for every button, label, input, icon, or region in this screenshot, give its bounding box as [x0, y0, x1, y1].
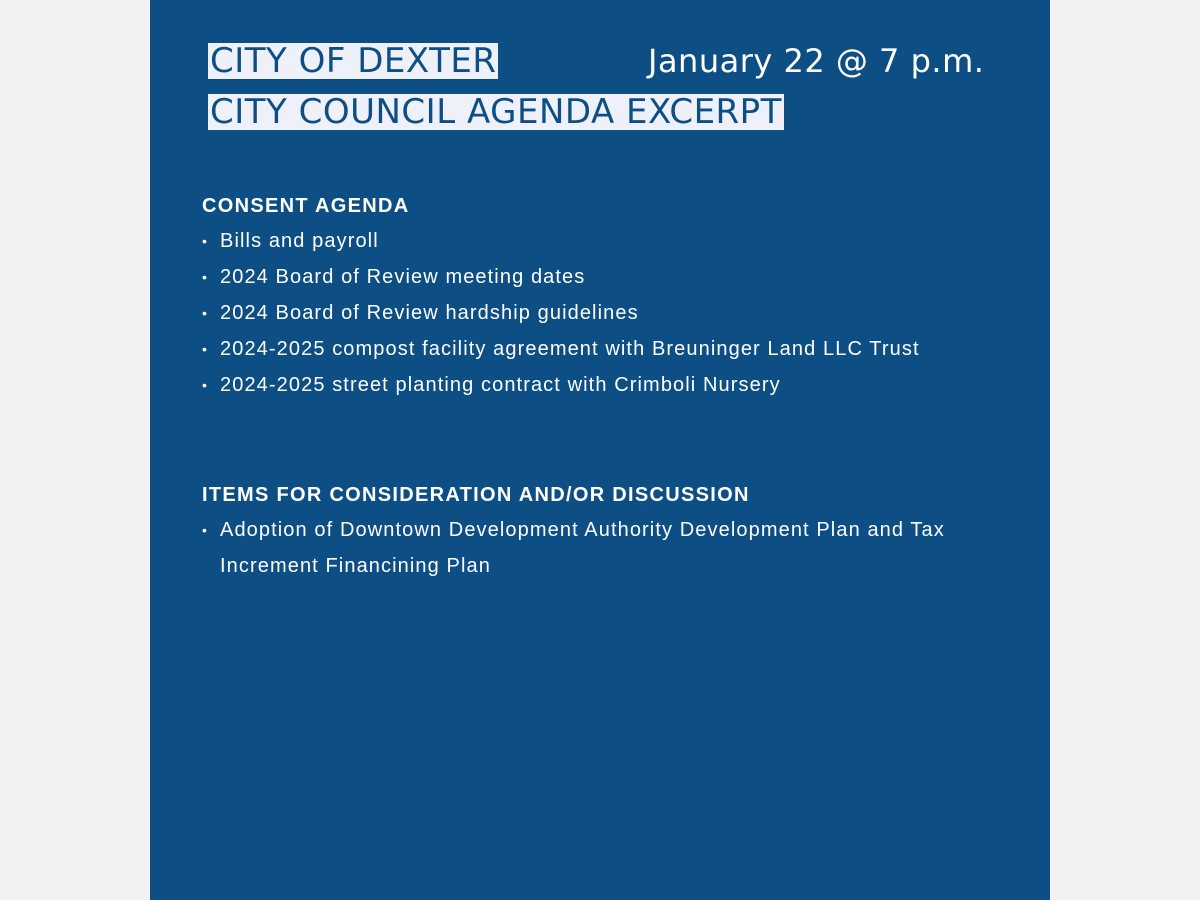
bullet-icon: • [202, 341, 209, 357]
list-item [202, 331, 982, 367]
list-item [202, 295, 982, 331]
consent-agenda-heading: CONSENT AGENDA [202, 195, 410, 217]
consent-agenda-section [202, 193, 982, 403]
bullet-icon: • [202, 377, 209, 393]
list-item [202, 259, 982, 295]
consideration-list [202, 512, 982, 584]
list-item-text: 2024 Board of Review hardship guidelines [220, 302, 639, 324]
consent-agenda-list [202, 223, 982, 403]
list-item [202, 223, 982, 259]
agenda-panel [150, 0, 1050, 900]
title-city-of-dexter: CITY OF DEXTER [210, 41, 497, 81]
bullet-icon: • [202, 522, 209, 538]
list-item [202, 512, 982, 584]
bullet-icon: • [202, 233, 209, 249]
bullet-icon: • [202, 305, 209, 321]
bullet-icon: • [202, 269, 209, 285]
consideration-section [202, 482, 982, 584]
list-item [202, 367, 982, 403]
consideration-heading: ITEMS FOR CONSIDERATION AND/OR DISCUSSION [202, 484, 750, 506]
list-item-text: 2024-2025 compost facility agreement with Breuninger Land LLC Trust [220, 338, 920, 360]
list-item-text: 2024-2025 street planting contract with Crimboli Nursery [220, 374, 781, 396]
meeting-date-time: January 22 @ 7 p.m. [648, 42, 985, 80]
list-item-text: Adoption of Downtown Development Authority Development Plan and Tax Increment Financining Plan [220, 519, 945, 577]
list-item-text: Bills and payroll [220, 230, 379, 252]
title-agenda-excerpt: CITY COUNCIL AGENDA EXCERPT [210, 92, 782, 132]
list-item-text: 2024 Board of Review meeting dates [220, 266, 586, 288]
